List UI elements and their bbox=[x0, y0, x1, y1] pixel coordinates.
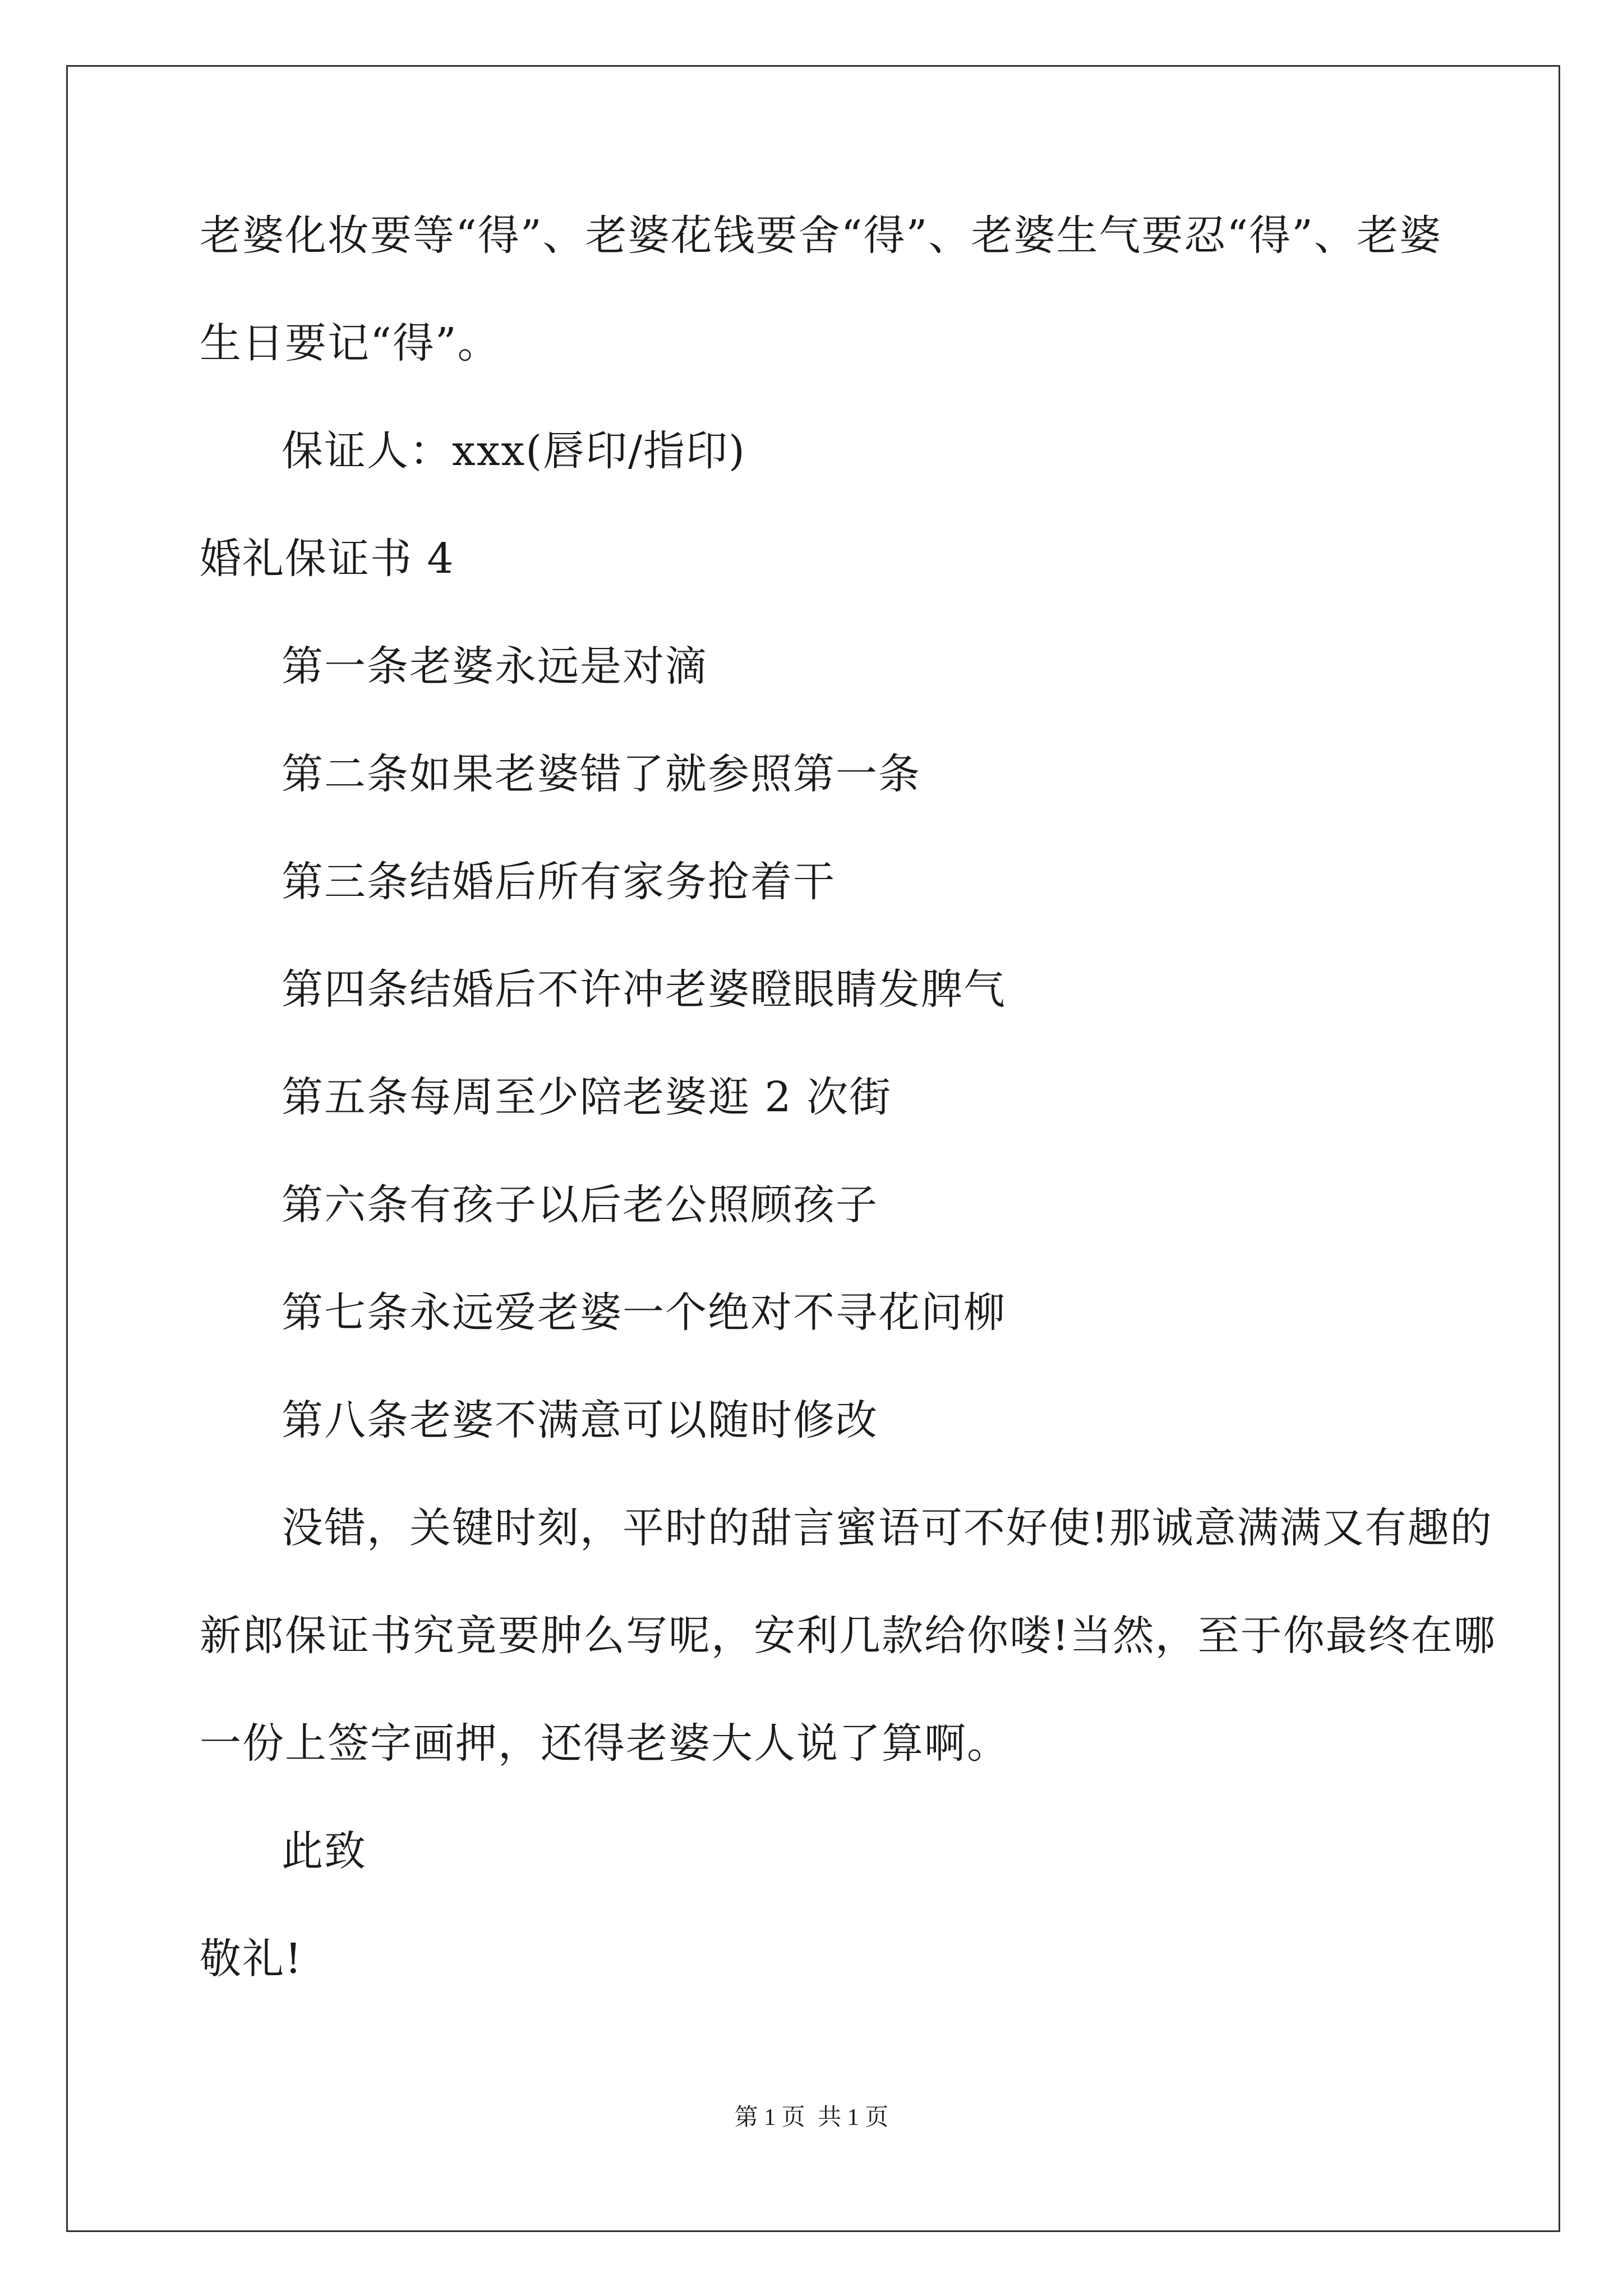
article-item: 第六条有孩子以后老公照顾孩子 bbox=[282, 1181, 878, 1229]
article-item: 第八条老婆不满意可以随时修改 bbox=[282, 1396, 878, 1444]
article-item: 第一条老婆永远是对滴 bbox=[282, 642, 708, 691]
section-heading: 婚礼保证书 4 bbox=[200, 535, 455, 583]
document-body bbox=[200, 208, 1496, 2039]
paragraph-line: 没错，关键时刻，平时的甜言蜜语可不好使!那诚意满满又有趣的 bbox=[282, 1504, 1493, 1552]
article-item: 第五条每周至少陪老婆逛 2 次街 bbox=[282, 1073, 892, 1121]
page-number-current: 第 1 页 bbox=[734, 2105, 805, 2131]
paragraph-line: 老婆化妆要等“得”、老婆花钱要舍“得”、老婆生气要忍“得”、老婆 bbox=[200, 211, 1442, 260]
article-item: 第三条结婚后所有家务抢着干 bbox=[282, 858, 836, 906]
guarantor-line: 保证人：xxx(唇印/指印) bbox=[282, 427, 746, 475]
page-footer bbox=[0, 2101, 1623, 2134]
page-number-total: 共 1 页 bbox=[818, 2105, 889, 2131]
article-item: 第四条结婚后不许冲老婆瞪眼睛发脾气 bbox=[282, 965, 1006, 1014]
paragraph-line: 新郎保证书究竟要肿么写呢，安利几款给你喽!当然，至于你最终在哪 bbox=[200, 1612, 1496, 1660]
article-item: 第七条永远爱老婆一个绝对不寻花问柳 bbox=[282, 1289, 1006, 1337]
paragraph-line: 生日要记“得”。 bbox=[200, 319, 500, 367]
closing-line: 此致 bbox=[282, 1827, 367, 1875]
article-item: 第二条如果老婆错了就参照第一条 bbox=[282, 750, 921, 798]
paragraph-line: 一份上签字画押，还得老婆大人说了算啊。 bbox=[200, 1719, 1009, 1768]
salutation-line: 敬礼! bbox=[200, 1935, 303, 1983]
